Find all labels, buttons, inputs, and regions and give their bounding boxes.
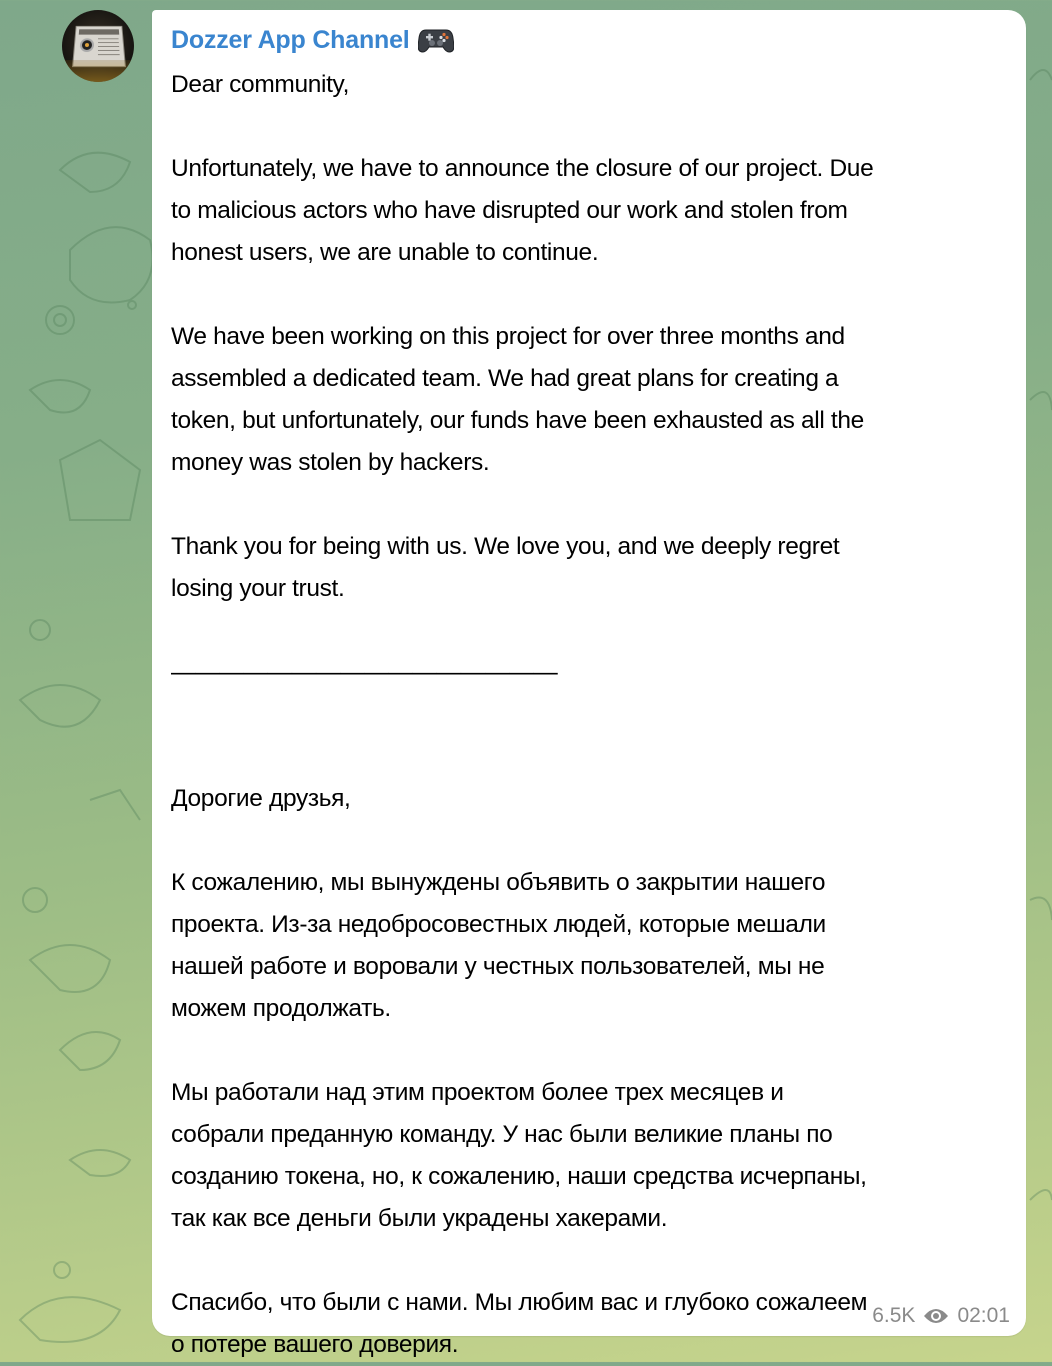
message-line: Unfortunately, we have to announce the closure of our project. Due — [171, 155, 874, 182]
message-text — [171, 64, 1006, 1366]
paragraph-spacer — [171, 1030, 1006, 1072]
message-line: Thank you for being with us. We love you, and we deeply regret — [171, 533, 840, 560]
message-line: К сожалению, мы вынуждены объявить о закрытии нашего — [171, 869, 826, 896]
message-paragraph — [171, 652, 1006, 694]
channel-header — [171, 22, 1006, 58]
message-paragraph — [171, 526, 1006, 610]
message-line: Дорогие друзья, — [171, 785, 351, 812]
message-line: Спасибо, что были с нами. Мы любим вас и глубоко сожалеем — [171, 1289, 868, 1316]
message-paragraph — [171, 1072, 1006, 1240]
eye-icon — [923, 1307, 949, 1325]
channel-avatar[interactable] — [62, 10, 134, 82]
message-line: honest users, we are unable to continue. — [171, 239, 599, 266]
message-line: проекта. Из-за недобросовестных людей, которые мешали — [171, 911, 826, 938]
message-paragraph — [171, 148, 1006, 274]
message-line: нашей работе и воровали у честных пользователей, мы не — [171, 953, 825, 980]
gamepad-icon — [418, 27, 454, 53]
message-time: 02:01 — [957, 1304, 1010, 1327]
message-line: losing your trust. — [171, 575, 345, 602]
message-line: We have been working on this project for over three months and — [171, 323, 845, 350]
message-line: Dear community, — [171, 71, 350, 98]
message-line: ———————————————— — [171, 659, 558, 686]
message-line: Мы работали над этим проектом более трех месяцев и — [171, 1079, 784, 1106]
paragraph-spacer — [171, 1240, 1006, 1282]
paragraph-spacer — [171, 694, 1006, 736]
message-line: созданию токена, но, к сожалению, наши средства исчерпаны, — [171, 1163, 867, 1190]
paragraph-spacer — [171, 736, 1006, 778]
message-line: собрали преданную команду. У нас были великие планы по — [171, 1121, 833, 1148]
paragraph-spacer — [171, 274, 1006, 316]
message-paragraph — [171, 778, 1006, 820]
message-line: money was stolen by hackers. — [171, 449, 490, 476]
message-paragraph — [171, 64, 1006, 106]
paragraph-spacer — [171, 484, 1006, 526]
message-bubble — [152, 10, 1026, 1358]
paragraph-spacer — [171, 820, 1006, 862]
message-paragraph — [171, 316, 1006, 484]
message-line: о потере вашего доверия. — [171, 1331, 459, 1358]
message-line: так как все деньги были украдены хакерами. — [171, 1205, 668, 1232]
channel-name[interactable]: Dozzer App Channel — [171, 25, 410, 54]
view-count: 6.5K — [872, 1304, 916, 1327]
message-line: token, but unfortunately, our funds have been exhausted as all the — [171, 407, 864, 434]
message-line: можем продолжать. — [171, 995, 391, 1022]
paragraph-spacer — [171, 610, 1006, 652]
paragraph-spacer — [171, 106, 1006, 148]
message-paragraph — [171, 862, 1006, 1030]
message-line: assembled a dedicated team. We had great plans for creating a — [171, 365, 839, 392]
message-line: to malicious actors who have disrupted our work and stolen from — [171, 197, 848, 224]
message-meta — [872, 1304, 1010, 1328]
